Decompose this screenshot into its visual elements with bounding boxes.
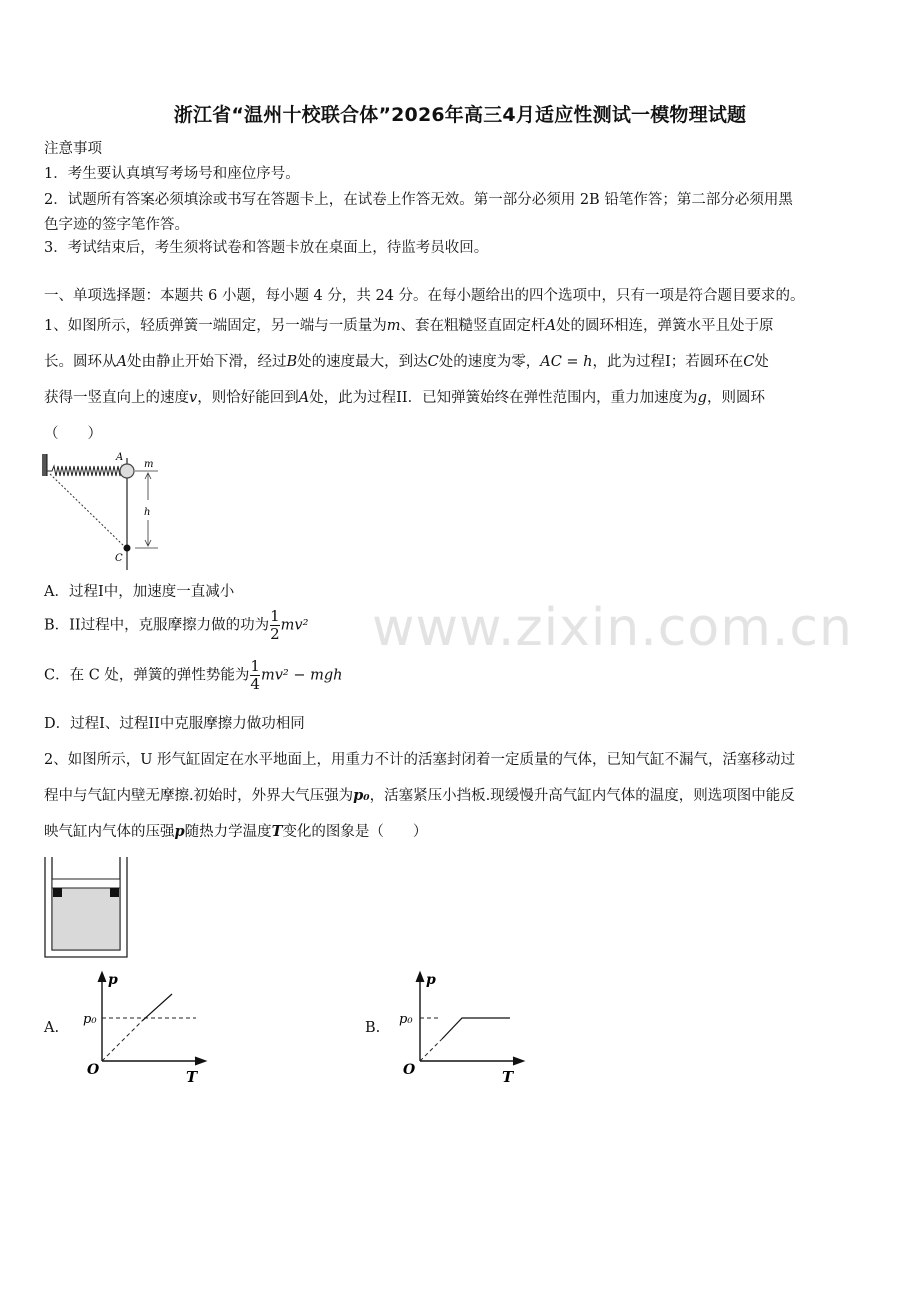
label-h: h: [144, 507, 151, 518]
notes-item-1: 1．考生要认真填写考场号和座位序号。: [44, 166, 300, 182]
pressure-curve: [442, 1018, 510, 1039]
q1-option-d: D．过程I、过程II中克服摩擦力做功相同: [44, 716, 305, 732]
wall: [42, 454, 47, 476]
q2-line-1: 2、如图所示，U 形气缸固定在水平地面上，用重力不计的活塞封闭着一定质量的气体，已知气缸不漏气，活塞移动过: [44, 752, 796, 768]
origin-label: O: [403, 1062, 416, 1078]
spring-ring-figure: [40, 448, 170, 573]
label-p0: p₀: [83, 1012, 97, 1027]
notes-heading: 注意事项: [44, 141, 102, 157]
axis-label-t: T: [502, 1068, 514, 1086]
axis-label-p: p: [108, 972, 118, 988]
point-c: [124, 545, 131, 552]
spring-dashed-position: [50, 474, 126, 548]
label-p0: p₀: [399, 1012, 413, 1027]
notes-item-2-cont: 色字迹的签字笔作答。: [44, 217, 189, 233]
pressure-curve: [142, 994, 172, 1021]
cylinder-figure: [42, 855, 130, 960]
notes-item-3: 3．考试结束后，考生须将试卷和答题卡放在桌面上，待监考员收回。: [44, 240, 489, 256]
axis-label-p: p: [426, 972, 436, 988]
spring: [47, 466, 124, 476]
q2-line-3: 映气缸内气体的压强p随热力学温度T变化的图象是（ ）: [44, 823, 428, 840]
q1-option-a: A．过程I中，加速度一直减小: [44, 584, 235, 600]
axis-label-t: T: [186, 1068, 198, 1086]
q2-line-2: 程中与气缸内壁无摩擦.初始时，外界大气压强为p₀，活塞紧压小挡板.现缓慢升高气缸内气体的温度，则选项图中能反: [44, 787, 795, 804]
extrapolated-line: [102, 1021, 142, 1061]
notes-item-2: 2．试题所有答案必须填涂或书写在答题卡上，在试卷上作答无效。第一部分必须用 2B 铅笔作答；第二部分必须用黑: [44, 192, 793, 208]
label-m: m: [144, 459, 154, 470]
gas-region: [52, 888, 120, 950]
piston: [52, 879, 120, 888]
graph-option-a: [78, 966, 213, 1086]
label-c: C: [115, 553, 123, 564]
q1-line-3: 获得一竖直向上的速度v，则恰好能回到A处，此为过程II．已知弹簧始终在弹性范围内，重力加速度为g，则圆环: [44, 390, 765, 406]
fraction-half: $\frac{1}{2}$: [270, 607, 280, 643]
q1-option-b: B．II过程中，克服摩擦力做的功为 $\frac{1}{2}$ mv²: [44, 607, 309, 643]
page-title: 浙江省“温州十校联合体”2026年高三4月适应性测试一模物理试题: [173, 104, 747, 126]
ring-at-a: [120, 464, 134, 478]
q1-answer-blank: （ ）: [44, 426, 102, 442]
q1-line-1: 1、如图所示，轻质弹簧一端固定，另一端与一质量为m、套在粗糙竖直固定杆A处的圆环相连，弹簧水平且处于原: [44, 318, 774, 334]
origin-label: O: [87, 1062, 100, 1078]
watermark: www.zixin.com.cn: [372, 598, 853, 658]
fraction-quarter: $\frac{1}{4}$: [250, 657, 260, 693]
stop-block-left: [53, 888, 62, 897]
q1-line-2: 长。圆环从A处由静止开始下滑，经过B处的速度最大，到达C处的速度为零，AC = h，此为过程I；若圆环在C处: [44, 354, 769, 370]
q2-option-b-label: B.: [365, 1020, 381, 1036]
q1-option-c: C．在 C 处，弹簧的弹性势能为 $\frac{1}{4}$ mv² − mgh: [44, 657, 343, 693]
q2-option-a-label: A.: [44, 1020, 60, 1036]
graph-option-b: [396, 966, 531, 1086]
label-a: A: [116, 452, 124, 463]
section-heading: 一、单项选择题：本题共 6 小题，每小题 4 分，共 24 分。在每小题给出的四个选项中，只有一项是符合题目要求的。: [44, 288, 805, 304]
stop-block-right: [110, 888, 119, 897]
extrapolated-line: [420, 1039, 442, 1061]
